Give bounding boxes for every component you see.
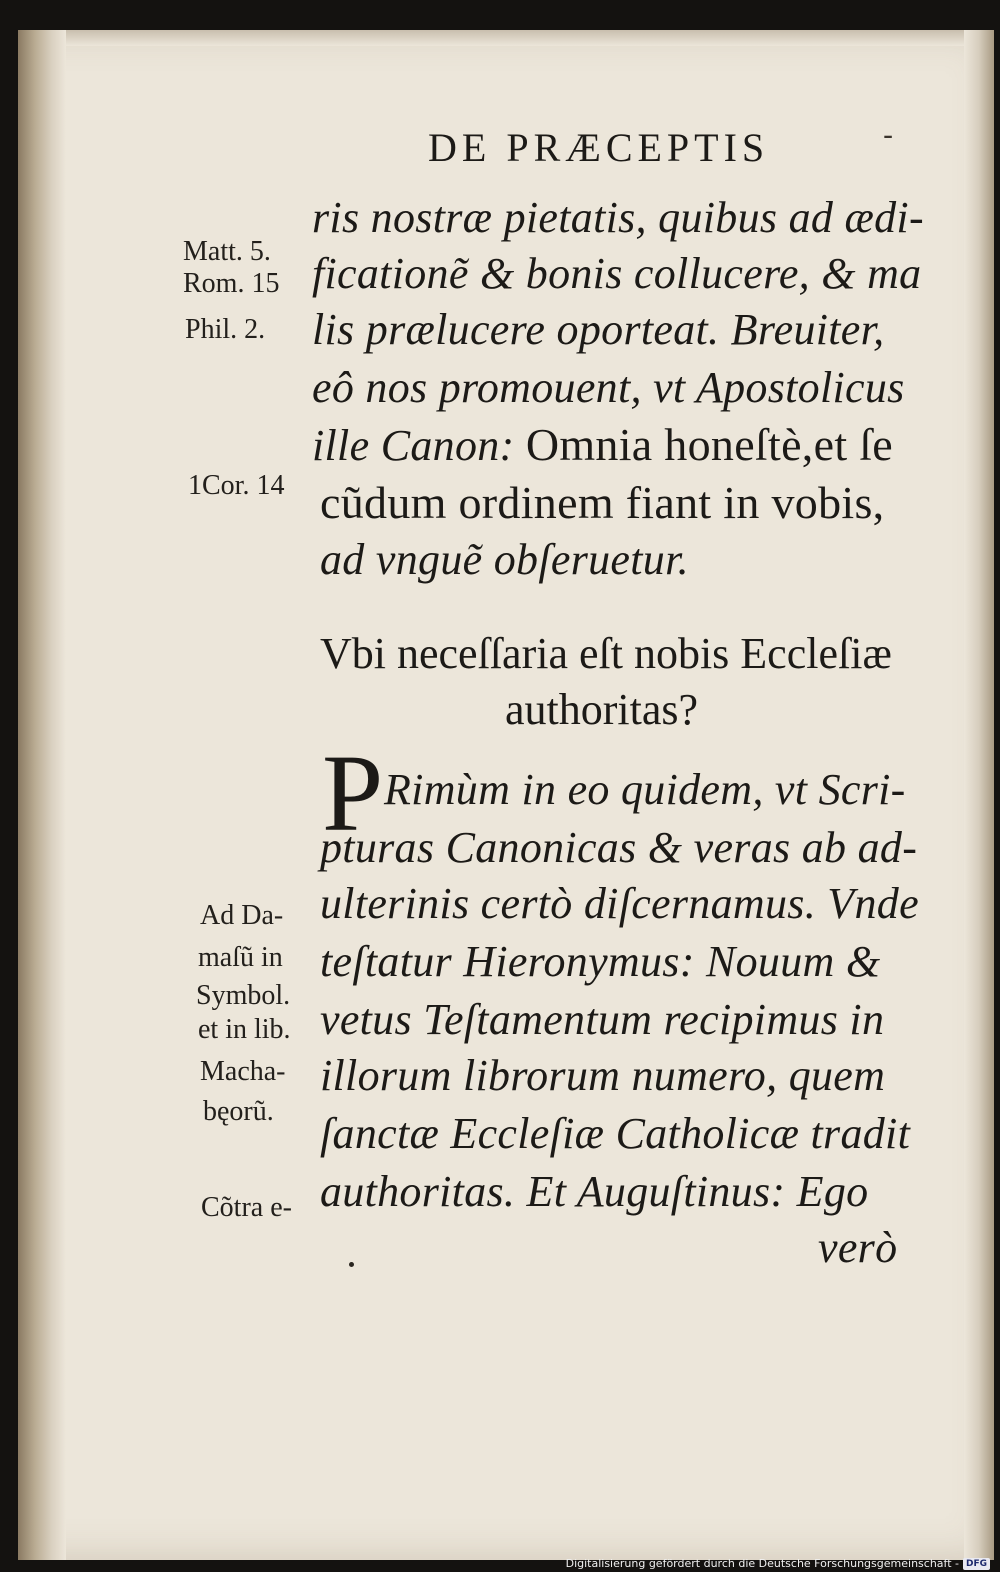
body-line: ris nostræ pietatis, quibus ad ædi- [312, 193, 924, 242]
margin-note: Rom. 15 [183, 268, 280, 299]
body-line: vetus Teſtamentum recipimus in [320, 995, 885, 1044]
section-heading-line-2: authoritas? [505, 685, 699, 734]
margin-note: Symbol. [196, 980, 291, 1011]
body-line-italic: ille Canon: [312, 421, 526, 470]
footer-credit [566, 1557, 990, 1570]
body-line: pturas Canonicas & veras ab ad- [320, 823, 918, 872]
margin-note: et in lib. [198, 1014, 291, 1045]
margin-note: Macha- [200, 1056, 286, 1087]
margin-note: Matt. 5. [183, 236, 271, 267]
body-line: eô nos promouent, vt Apostolicus [312, 363, 905, 412]
body-line-roman: Omnia honeſtè,et ſe [525, 419, 893, 470]
body-line [312, 418, 893, 471]
body-line: ſanctæ Eccleſiæ Catholicæ tradit [320, 1109, 911, 1158]
body-line [320, 476, 884, 529]
margin-note: bęorũ. [203, 1096, 274, 1127]
body-line: verò [818, 1223, 898, 1272]
footer-text: Digitalisierung gefördert durch die Deutsche Forschungsgemeinschaft - [565, 1557, 959, 1570]
running-header: DE PRÆCEPTIS [428, 125, 770, 170]
page-top-edge [18, 30, 993, 46]
body-line: ad vnguẽ obſeruetur. [320, 535, 689, 584]
page-left-edge [18, 30, 66, 1560]
body-line: lis prælucere oporteat. Breuiter, [312, 305, 885, 354]
margin-note: 1Cor. 14 [188, 470, 285, 501]
ink-spot [349, 1262, 354, 1267]
margin-note: Ad Da- [200, 900, 284, 931]
section-heading-line-1: Vbi neceſſaria eſt nobis Eccleſiæ [320, 629, 892, 678]
body-line: ficationẽ & bonis collucere, & ma [312, 249, 922, 298]
margin-note: Cõtra e- [201, 1192, 292, 1223]
body-line: Rimùm in eo quidem, vt Scri- [384, 765, 906, 814]
body-line-roman: cũdum ordinem fiant in vobis, [320, 477, 885, 528]
page-right-edge [964, 30, 994, 1560]
margin-note: Phil. 2. [185, 314, 266, 345]
header-mark: - [883, 118, 894, 153]
dfg-logo-icon: DFG [963, 1558, 990, 1570]
body-line: ulterinis certò diſcernamus. Vnde [320, 879, 919, 928]
body-line: illorum librorum numero, quem [320, 1051, 886, 1100]
body-line: teſtatur Hieronymus: Nouum & [320, 937, 881, 986]
drop-cap: P [322, 732, 384, 854]
margin-note: maſũ in [198, 942, 283, 973]
body-line: authoritas. Et Auguſtinus: Ego [320, 1167, 869, 1216]
